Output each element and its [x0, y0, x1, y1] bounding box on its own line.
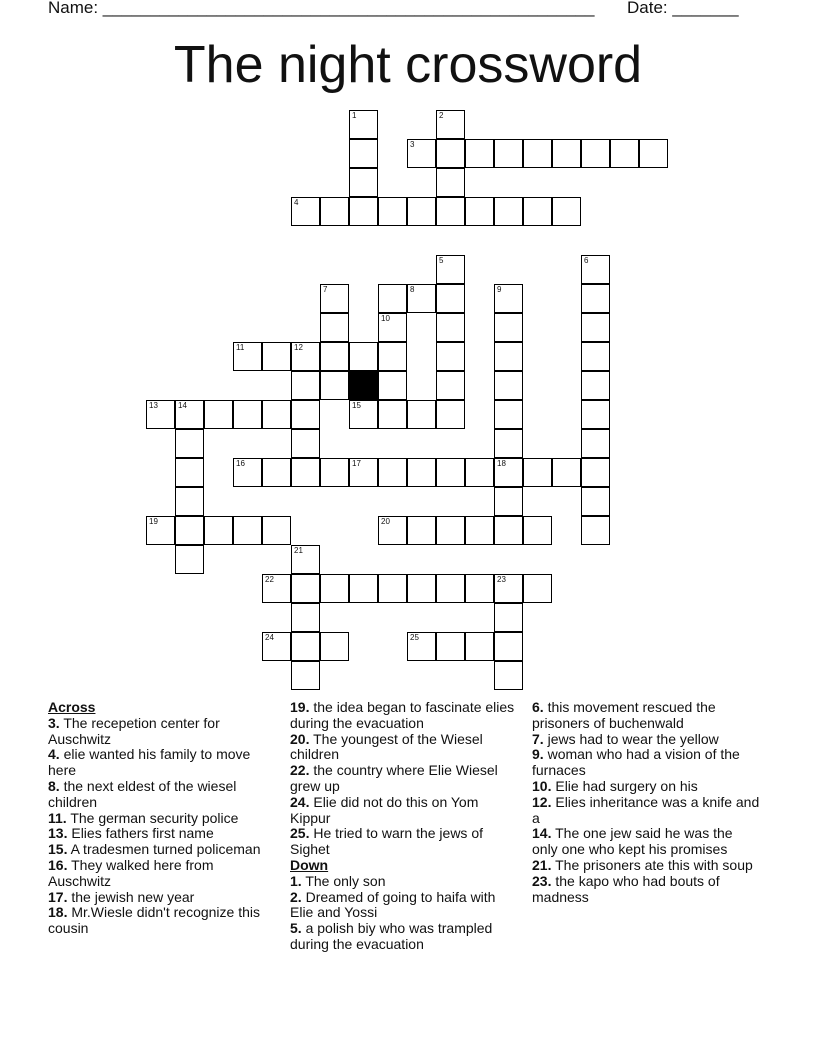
grid-cell[interactable] — [291, 197, 320, 226]
clue-number: 5 — [439, 256, 444, 265]
clue-column-2 — [290, 700, 518, 953]
clue-number-label: 10. — [532, 777, 552, 794]
grid-cell[interactable] — [407, 574, 436, 603]
clue-text: a polish biy who was trampled during the evacuation — [290, 920, 493, 952]
clue-text: woman who had a vision of the furnaces — [532, 746, 740, 779]
clue-item — [532, 795, 760, 827]
grid-cell[interactable] — [233, 342, 262, 371]
grid-cell[interactable] — [436, 139, 465, 168]
grid-cell[interactable] — [581, 487, 610, 516]
grid-cell[interactable] — [436, 371, 465, 400]
grid-cell[interactable] — [349, 139, 378, 168]
grid-cell[interactable] — [523, 458, 552, 487]
clue-number-label: 1. — [290, 872, 302, 889]
clue-number: 9 — [497, 285, 502, 294]
clue-number-label: 24. — [290, 793, 310, 810]
grid-cell[interactable] — [436, 516, 465, 545]
grid-cell[interactable] — [349, 400, 378, 429]
grid-cell[interactable] — [378, 197, 407, 226]
grid-cell[interactable] — [581, 371, 610, 400]
clue-number: 2 — [439, 111, 444, 120]
clue-number-label: 9. — [532, 746, 544, 763]
clue-number: 12 — [294, 343, 303, 352]
clue-item — [532, 732, 760, 748]
clue-number-label: 8. — [48, 777, 60, 794]
clue-text: They walked here from Auschwitz — [48, 856, 214, 889]
grid-cell[interactable] — [494, 458, 523, 487]
clue-text: the next eldest of the wiesel children — [48, 777, 237, 810]
grid-cell[interactable] — [407, 284, 436, 313]
clue-text: Elie did not do this on Yom Kippur — [290, 793, 479, 826]
grid-cell[interactable] — [581, 429, 610, 458]
clue-item — [290, 732, 518, 764]
grid-cell[interactable] — [320, 284, 349, 313]
grid-cell[interactable] — [349, 574, 378, 603]
grid-cell[interactable] — [262, 342, 291, 371]
grid-cell[interactable] — [291, 545, 320, 574]
clue-number-label: 13. — [48, 825, 68, 842]
grid-cell[interactable] — [581, 516, 610, 545]
clue-number: 8 — [410, 285, 415, 294]
clue-number: 15 — [352, 401, 361, 410]
grid-cell[interactable] — [494, 313, 523, 342]
clue-item — [48, 842, 276, 858]
clue-text: The one jew said he was the only one who kept his promises — [532, 825, 733, 858]
grid-cell[interactable] — [378, 516, 407, 545]
clue-number: 4 — [294, 198, 299, 207]
grid-cell[interactable] — [378, 371, 407, 400]
clue-text: jews had to wear the yellow — [547, 730, 719, 747]
grid-cell[interactable] — [436, 458, 465, 487]
clue-number-label: 6. — [532, 699, 544, 715]
grid-cell[interactable] — [291, 342, 320, 371]
clue-item — [532, 779, 760, 795]
grid-cell[interactable] — [262, 574, 291, 603]
grid-cell[interactable] — [320, 197, 349, 226]
grid-cell[interactable] — [465, 632, 494, 661]
grid-cell[interactable] — [581, 458, 610, 487]
grid-cell[interactable] — [494, 400, 523, 429]
clue-number-label: 2. — [290, 888, 302, 905]
grid-cell[interactable] — [610, 139, 639, 168]
clue-number-label: 5. — [290, 920, 302, 937]
grid-cell[interactable] — [407, 516, 436, 545]
clue-number-label: 15. — [48, 841, 68, 858]
clue-item — [290, 795, 518, 827]
clue-text: the jewish new year — [71, 888, 195, 905]
grid-cell[interactable] — [204, 516, 233, 545]
grid-cell[interactable] — [581, 255, 610, 284]
grid-cell[interactable] — [320, 458, 349, 487]
grid-cell[interactable] — [320, 574, 349, 603]
grid-cell[interactable] — [349, 110, 378, 139]
clue-number: 20 — [381, 517, 390, 526]
section-heading: Down — [290, 856, 329, 873]
grid-cell[interactable] — [407, 197, 436, 226]
grid-cell[interactable] — [175, 429, 204, 458]
clue-text: Dreamed of going to haifa with Elie and Yossi — [290, 888, 496, 921]
grid-cell[interactable] — [378, 284, 407, 313]
grid-cell[interactable] — [494, 342, 523, 371]
grid-cell[interactable] — [552, 197, 581, 226]
clue-number-label: 17. — [48, 888, 68, 905]
grid-cell[interactable] — [581, 342, 610, 371]
clue-item — [290, 890, 518, 922]
clue-number-label: 19. — [290, 699, 310, 715]
grid-cell[interactable] — [523, 139, 552, 168]
clue-item — [290, 874, 518, 890]
clue-text: the idea began to fascinate elies during the evacuation — [290, 699, 515, 731]
grid-cell[interactable] — [175, 487, 204, 516]
clue-number: 3 — [410, 140, 415, 149]
grid-cell[interactable] — [146, 516, 175, 545]
grid-cell[interactable] — [407, 632, 436, 661]
clue-number: 1 — [352, 111, 357, 120]
clue-number-label: 16. — [48, 856, 68, 873]
grid-cell[interactable] — [581, 139, 610, 168]
clue-number: 11 — [236, 343, 245, 352]
clue-number: 17 — [352, 459, 361, 468]
grid-cell[interactable] — [523, 574, 552, 603]
clue-item — [48, 890, 276, 906]
grid-cell[interactable] — [436, 342, 465, 371]
clue-number: 7 — [323, 285, 328, 294]
clue-item — [48, 716, 276, 748]
grid-cell[interactable] — [494, 487, 523, 516]
grid-cell[interactable] — [291, 574, 320, 603]
clue-number: 19 — [149, 517, 158, 526]
grid-cell[interactable] — [465, 458, 494, 487]
clue-item — [290, 921, 518, 953]
grid-cell[interactable] — [639, 139, 668, 168]
clue-number-label: 18. — [48, 904, 68, 921]
clue-number-label: 3. — [48, 714, 60, 731]
grid-cell[interactable] — [175, 545, 204, 574]
grid-cell[interactable] — [494, 284, 523, 313]
clue-text: the kapo who had bouts of madness — [532, 872, 720, 905]
clue-number: 16 — [236, 459, 245, 468]
clue-column-3 — [532, 700, 760, 905]
clue-item — [48, 826, 276, 842]
grid-cell[interactable] — [436, 574, 465, 603]
grid-cell[interactable] — [436, 110, 465, 139]
grid-cell[interactable] — [494, 632, 523, 661]
clue-text: The recepetion center for Auschwitz — [48, 714, 220, 747]
grid-cell[interactable] — [494, 429, 523, 458]
grid-cell[interactable] — [581, 313, 610, 342]
clue-number: 6 — [584, 256, 589, 265]
grid-cell[interactable] — [494, 139, 523, 168]
grid-cell[interactable] — [407, 458, 436, 487]
grid-block — [349, 371, 378, 400]
clue-item — [48, 811, 276, 827]
grid-cell[interactable] — [465, 574, 494, 603]
grid-cell[interactable] — [378, 342, 407, 371]
grid-cell[interactable] — [494, 371, 523, 400]
clue-item — [48, 905, 276, 937]
clue-number: 23 — [497, 575, 506, 584]
grid-cell[interactable] — [291, 632, 320, 661]
grid-cell[interactable] — [494, 574, 523, 603]
clue-text: elie wanted his family to move here — [48, 746, 251, 779]
clue-number-label: 4. — [48, 746, 60, 763]
clue-number-label: 25. — [290, 825, 310, 842]
clue-text: Elies fathers first name — [71, 825, 214, 842]
grid-cell[interactable] — [436, 400, 465, 429]
grid-cell[interactable] — [349, 458, 378, 487]
grid-cell[interactable] — [436, 197, 465, 226]
clue-text: Elie had surgery on his — [555, 777, 698, 794]
clue-number-label: 21. — [532, 856, 552, 873]
clue-text: Mr.Wiesle didn't recognize this cousin — [48, 904, 260, 937]
clue-number-label: 23. — [532, 872, 552, 889]
clue-text: The german security police — [70, 809, 239, 826]
section-heading: Across — [48, 699, 96, 715]
clue-item — [48, 779, 276, 811]
grid-cell[interactable] — [204, 400, 233, 429]
clue-item — [290, 826, 518, 858]
clue-text: He tried to warn the jews of Sighet — [290, 825, 483, 858]
clue-item — [48, 858, 276, 890]
grid-cell[interactable] — [175, 458, 204, 487]
date-field: Date: _______ — [627, 0, 739, 17]
grid-cell[interactable] — [146, 400, 175, 429]
clue-text: Elies inheritance was a knife and a — [532, 793, 760, 826]
page-title: The night crossword — [173, 36, 643, 94]
grid-cell[interactable] — [552, 139, 581, 168]
grid-cell[interactable] — [320, 632, 349, 661]
name-field: Name: ____________________________________________________ — [48, 0, 595, 17]
clue-text: The prisoners ate this with soup — [555, 856, 753, 873]
grid-cell[interactable] — [407, 400, 436, 429]
grid-cell[interactable] — [494, 516, 523, 545]
clue-item — [532, 826, 760, 858]
grid-cell[interactable] — [378, 574, 407, 603]
grid-cell[interactable] — [262, 458, 291, 487]
clue-number: 18 — [497, 459, 506, 468]
grid-cell[interactable] — [175, 516, 204, 545]
grid-cell[interactable] — [494, 603, 523, 632]
grid-cell[interactable] — [291, 661, 320, 690]
clue-text: The youngest of the Wiesel children — [290, 730, 483, 763]
grid-cell[interactable] — [291, 603, 320, 632]
grid-cell[interactable] — [552, 458, 581, 487]
grid-cell[interactable] — [436, 255, 465, 284]
clue-item — [48, 747, 276, 779]
clue-number: 10 — [381, 314, 390, 323]
grid-cell[interactable] — [436, 168, 465, 197]
grid-cell[interactable] — [349, 197, 378, 226]
grid-cell[interactable] — [233, 400, 262, 429]
grid-cell[interactable] — [262, 632, 291, 661]
clue-item — [290, 700, 518, 732]
clue-item — [532, 874, 760, 906]
clue-column-1 — [48, 700, 276, 937]
grid-cell[interactable] — [233, 516, 262, 545]
clue-number-label: 12. — [532, 793, 552, 810]
grid-cell[interactable] — [407, 139, 436, 168]
clue-text: the country where Elie Wiesel grew up — [290, 762, 498, 794]
grid-cell[interactable] — [465, 516, 494, 545]
grid-cell[interactable] — [581, 284, 610, 313]
grid-cell[interactable] — [378, 458, 407, 487]
grid-cell[interactable] — [233, 458, 262, 487]
grid-cell[interactable] — [320, 313, 349, 342]
grid-cell[interactable] — [262, 516, 291, 545]
grid-cell[interactable] — [523, 197, 552, 226]
clue-number-label: 11. — [48, 809, 67, 826]
grid-cell[interactable] — [349, 168, 378, 197]
grid-cell[interactable] — [291, 371, 320, 400]
clue-text: this movement rescued the prisoners of buchenwald — [532, 699, 716, 731]
grid-cell[interactable] — [465, 197, 494, 226]
grid-cell[interactable] — [494, 661, 523, 690]
grid-cell[interactable] — [175, 400, 204, 429]
clue-number-label: 14. — [532, 825, 552, 842]
clue-number: 14 — [178, 401, 187, 410]
grid-cell[interactable] — [378, 400, 407, 429]
clue-item — [290, 763, 518, 795]
grid-cell[interactable] — [494, 197, 523, 226]
clue-number-label: 20. — [290, 730, 310, 747]
grid-cell[interactable] — [291, 429, 320, 458]
clue-number-label: 22. — [290, 762, 310, 779]
grid-cell[interactable] — [581, 400, 610, 429]
grid-cell[interactable] — [262, 400, 291, 429]
grid-cell[interactable] — [523, 516, 552, 545]
grid-cell[interactable] — [320, 371, 349, 400]
grid-cell[interactable] — [291, 458, 320, 487]
grid-cell[interactable] — [436, 632, 465, 661]
grid-cell[interactable] — [320, 342, 349, 371]
clue-number: 25 — [410, 633, 419, 642]
clue-text: A tradesmen turned policeman — [70, 841, 261, 858]
grid-cell[interactable] — [436, 284, 465, 313]
grid-cell[interactable] — [349, 342, 378, 371]
grid-cell[interactable] — [378, 313, 407, 342]
clue-number-label: 7. — [532, 730, 544, 747]
clue-number: 21 — [294, 546, 303, 555]
clue-number: 24 — [265, 633, 274, 642]
grid-cell[interactable] — [465, 139, 494, 168]
grid-cell[interactable] — [436, 313, 465, 342]
clue-number: 13 — [149, 401, 158, 410]
clue-number: 22 — [265, 575, 274, 584]
grid-cell[interactable] — [291, 400, 320, 429]
clue-item — [532, 747, 760, 779]
clue-item — [532, 858, 760, 874]
clue-item — [532, 700, 760, 732]
clue-text: The only son — [305, 872, 386, 889]
